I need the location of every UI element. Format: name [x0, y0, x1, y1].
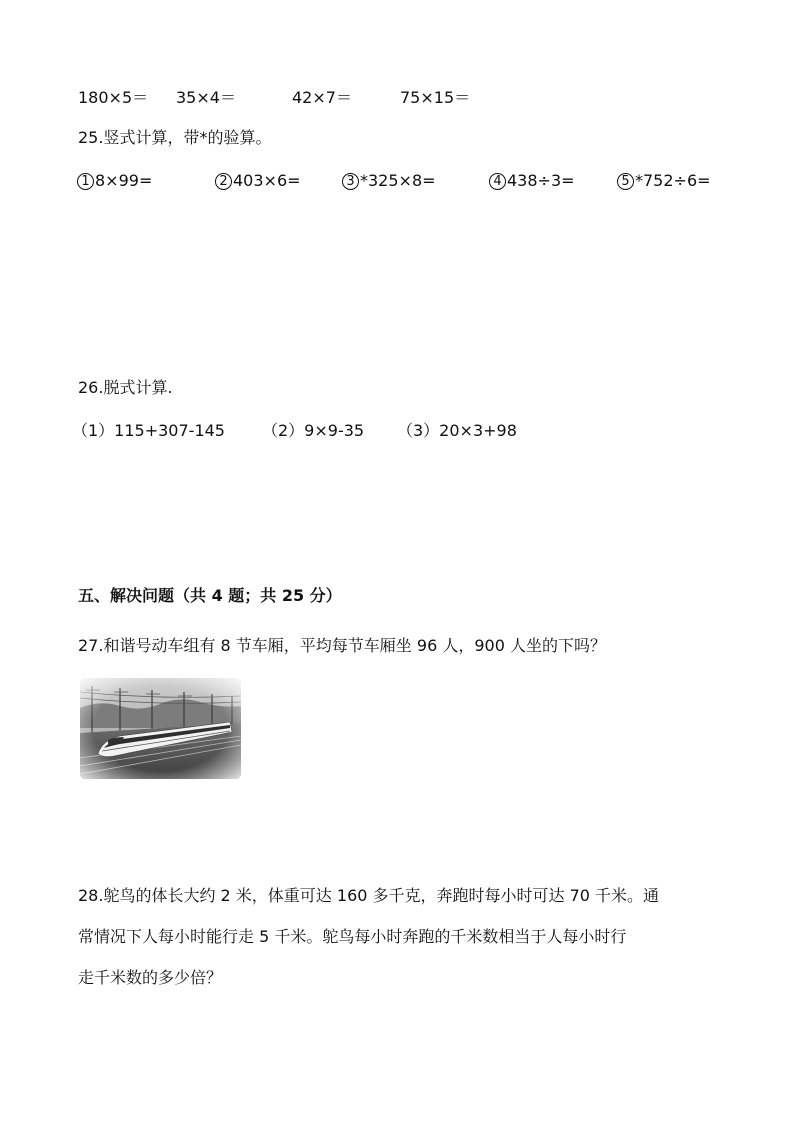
circled-number-5: 5: [617, 173, 634, 190]
vertical-calc-1: [77, 171, 152, 191]
circled-number-1: 1: [77, 173, 94, 190]
high-speed-train-photo: [80, 678, 241, 779]
stepwise-calc-2: （2）9×9-35: [262, 421, 365, 440]
oral-calc-1: 180×5＝: [78, 88, 149, 107]
vertical-calc-expr: 8×99=: [95, 171, 153, 190]
circled-number-3: 3: [342, 173, 359, 190]
circled-number-4: 4: [489, 173, 506, 190]
vertical-calc-4: [489, 171, 575, 191]
vertical-calc-expr: 438÷3=: [507, 171, 575, 190]
section-5-heading: 五、解决问题（共 4 题；共 25 分）: [78, 586, 342, 605]
oral-calc-2: 35×4＝: [176, 88, 236, 107]
vertical-calc-expr: *752÷6=: [635, 171, 711, 190]
circled-number-2: 2: [215, 173, 232, 190]
stepwise-calc-3: （3）20×3+98: [397, 421, 517, 440]
question-27-text: 27.和谐号动车组有 8 节车厢，平均每节车厢坐 96 人，900 人坐的下吗？: [78, 636, 606, 655]
oral-calc-3: 42×7＝: [292, 88, 352, 107]
vertical-calc-expr: *325×8=: [360, 171, 436, 190]
stepwise-calc-1: （1）115+307-145: [72, 421, 225, 440]
question-25-title: 25.竖式计算，带*的验算。: [78, 128, 272, 147]
question-28-line-1: 28.鸵鸟的体长大约 2 米，体重可达 160 多千克，奔跑时每小时可达 70 千米。通: [78, 886, 660, 905]
vertical-calc-3: [342, 171, 436, 191]
oral-calc-4: 75×15＝: [400, 88, 471, 107]
question-26-title: 26.脱式计算.: [78, 378, 173, 397]
vertical-calc-expr: 403×6=: [233, 171, 301, 190]
question-28-line-2: 常情况下人每小时能行走 5 千米。鸵鸟每小时奔跑的千米数相当于人每小时行: [78, 927, 627, 946]
vertical-calc-2: [215, 171, 301, 191]
vertical-calc-5: [617, 171, 711, 191]
question-28-line-3: 走千米数的多少倍？: [78, 968, 223, 987]
